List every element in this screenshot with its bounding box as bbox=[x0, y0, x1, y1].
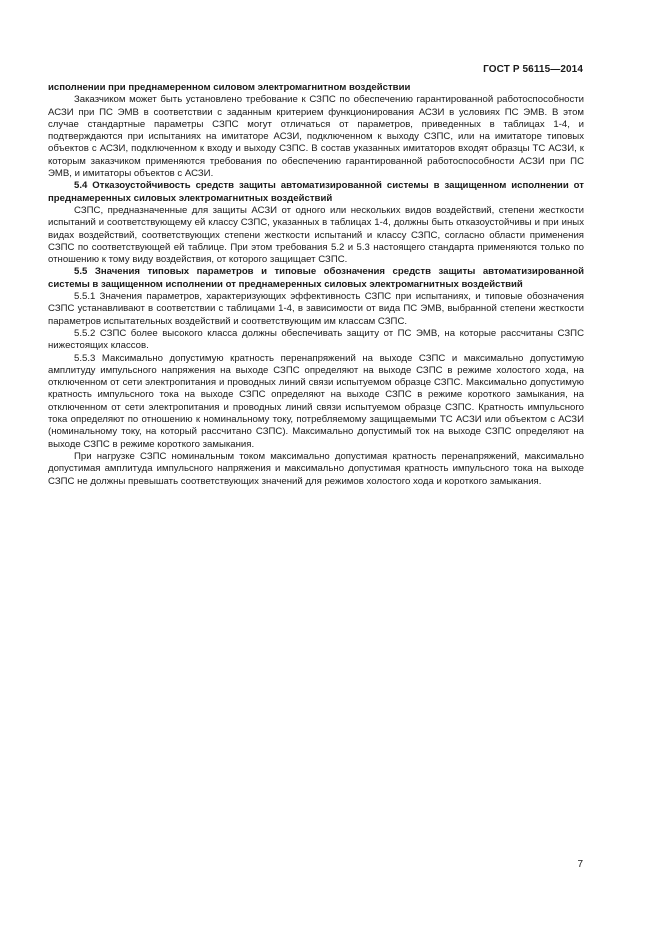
page-number: 7 bbox=[577, 859, 583, 870]
paragraph-5-4: СЗПС, предназначенные для защиты АСЗИ от одного или нескольких видов воздействий, степени жесткости испытаний и соответствующему ей классу СЗПС, указанных в таблицах 1-4, должны быть отказоустойчивы и при иных видах воздействий, соответствующих степени жесткости испытаний и классу СЗПС, согласно области применения СЗПС по соответствующей ей таблице. При этом требования 5.2 и 5.3 настоящего стандарта применяются только по отношению к тому виду воздействия, от которого защищает СЗПС. bbox=[48, 204, 584, 266]
page-content bbox=[48, 82, 584, 488]
paragraph-5-5-3: 5.5.3 Максимально допустимую кратность перенапряжений на выходе СЗПС и максимально допустимую амплитуду импульсного напряжения на выходе СЗПС определяют на выходе СЗПС в режиме холостого хода, на отключенном от сети электропитания и проводных линий связи испытуемом образце СЗПС. Максимально допустимую кратность импульсного тока на выходе СЗПС определяют на выходе СЗПС в режиме короткого замыкания, на отключенном от сети электропитания и проводных линий связи испытуемом образце СЗПС. Кратность импульсного тока определяют по отношению к номинальному току, потребляемому защищаемыми ТС АСЗИ или объектом с АСЗИ (номинальному току, на который рассчитано СЗПС). Максимально допустимый ток на выходе СЗПС определяют на выходе СЗПС в режиме короткого замыкания. bbox=[48, 352, 584, 450]
paragraph-5-5-2: 5.5.2 СЗПС более высокого класса должны обеспечивать защиту от ПС ЭМВ, на которые рассчитаны СЗПС нижестоящих классов. bbox=[48, 327, 584, 352]
section-5-5-heading: 5.5 Значения типовых параметров и типовые обозначения средств защиты автоматизированной системы в защищенном исполнении от преднамеренных силовых электромагнитных воздействий bbox=[48, 266, 584, 290]
paragraph-5-5-1: 5.5.1 Значения параметров, характеризующих эффективность СЗПС при испытаниях, и типовые обозначения СЗПС устанавливают в соответствии с таблицами 1-4, в зависимости от вида ПС ЭМВ, выбранной степени жесткости параметров испытательных воздействий и соответствующим им классам СЗПС. bbox=[48, 291, 584, 327]
paragraph-customer-requirement: Заказчиком может быть установлено требование к СЗПС по обеспечению гарантированной работоспособности АСЗИ при ПС ЭМВ в соответствии с заданным критерием функционирования АСЗИ в условиях ПС ЭМВ. В этом случае стандартные параметры СЗПС могут отличаться от параметров, приведенных в таблицах 1-4, и подтверждаются при испытаниях на имитаторе АСЗИ, подключенном к выходу СЗПС, или на имитаторе типовых объектов с АСЗИ, подключенном к входу и выходу СЗПС. В состав указанных имитаторов входят образцы ТС АСЗИ, к которым заказчиком применяются требования по обеспечению гарантированной работоспособности АСЗИ при ПС ЭМВ, и имитаторы объектов с АСЗИ. bbox=[48, 94, 584, 180]
section-5-4-heading: 5.4 Отказоустойчивость средств защиты автоматизированной системы в защищенном исполнении от преднамеренных силовых электромагнитных воздействий bbox=[48, 180, 584, 204]
continued-heading: исполнении при преднамеренном силовом электромагнитном воздействии bbox=[48, 82, 411, 93]
paragraph-nominal-load: При нагрузке СЗПС номинальным током максимально допустимая кратность перенапряжений, максимально допустимая амплитуда импульсного напряжения и максимально допустимая кратность импульсного тока на выходе СЗПС не должны превышать соответствующих значений для режимов холостого хода и короткого замыкания. bbox=[48, 450, 584, 487]
standard-code-header: ГОСТ Р 56115—2014 bbox=[483, 64, 583, 75]
